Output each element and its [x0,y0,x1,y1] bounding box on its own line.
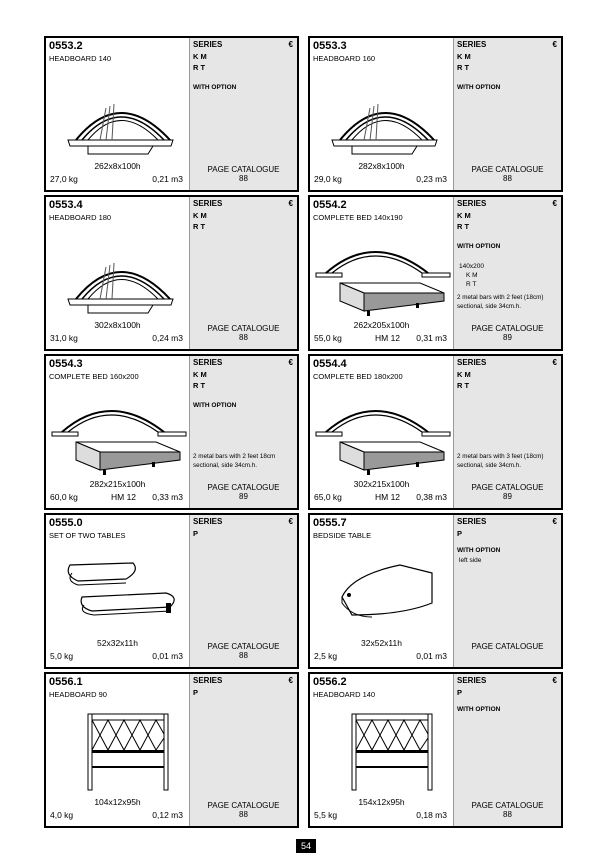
page-catalogue-label: PAGE CATALOGUE [471,165,544,174]
spec-note: 2 metal bars with 2 feet (18cm) sectional, side 34cm.h. [457,294,544,310]
product-card [308,354,563,510]
arc-bed-icon [48,386,188,476]
option-heading: WITH OPTION [457,706,501,713]
page-catalogue-number: 89 [503,333,512,342]
product-info [310,515,453,667]
page-catalogue [454,801,561,819]
series-panel [453,674,561,826]
product-code: 0555.7 [313,517,347,529]
product-hm: HM 12 [375,492,401,502]
product-volume: 0,33 m3 [152,492,183,502]
product-name: COMPLETE BED 140x190 [313,213,403,222]
product-code: 0553.2 [49,40,83,52]
option-line: 140x200 [459,263,484,270]
series-heading: SERIES [457,199,487,208]
product-code: 0554.2 [313,199,347,211]
euro-icon: € [552,676,557,685]
page-catalogue-label: PAGE CATALOGUE [471,324,544,333]
euro-icon: € [288,358,293,367]
product-name: SET OF TWO TABLES [49,531,126,540]
product-dimensions: 262x8x100h [94,161,141,171]
product-weight: 60,0 kg [50,492,78,502]
series-code: R T [457,222,470,231]
series-code: R T [193,63,206,72]
product-code: 0553.3 [313,40,347,52]
product-code: 0554.4 [313,358,347,370]
series-heading: SERIES [193,676,223,685]
series-panel [189,356,297,508]
arc-headboard-icon [312,68,452,158]
option-line: left side [459,557,482,564]
page-catalogue-label: PAGE CATALOGUE [471,801,544,810]
product-dimensions: 32x52x11h [361,638,402,648]
page-catalogue [454,642,561,651]
page-catalogue-label: PAGE CATALOGUE [207,642,280,651]
product-weight: 5,5 kg [314,810,338,820]
page-catalogue-number: 88 [503,810,512,819]
page-catalogue-label: PAGE CATALOGUE [471,483,544,492]
spec-note: 2 metal bars with 3 feet (18cm) sectional, side 34cm.h. [457,453,544,469]
arc-headboard-icon [48,227,188,317]
product-weight: 27,0 kg [50,174,78,184]
series-heading: SERIES [457,676,487,685]
series-panel [189,515,297,667]
product-volume: 0,12 m3 [152,810,183,820]
product-code: 0556.2 [313,676,347,688]
product-volume: 0,21 m3 [152,174,183,184]
euro-icon: € [288,199,293,208]
product-code: 0553.4 [49,199,83,211]
option-heading: WITH OPTION [193,402,237,409]
series-code: K M [457,211,471,220]
euro-icon: € [552,40,557,49]
product-hm: HM 12 [111,492,137,502]
two-tables-icon [48,545,188,635]
page-catalogue-label: PAGE CATALOGUE [207,801,280,810]
product-card [44,672,299,828]
product-name: COMPLETE BED 180x200 [313,372,403,381]
product-name: COMPLETE BED 160x200 [49,372,139,381]
product-dimensions: 262x205x100h [353,320,410,330]
product-dimensions: 302x215x100h [353,479,410,489]
product-dimensions: 154x12x95h [358,797,405,807]
product-info [46,674,189,826]
page-catalogue [190,165,297,183]
page-catalogue-number: 88 [239,174,248,183]
page-catalogue-number: 89 [503,492,512,501]
series-panel [453,515,561,667]
series-heading: SERIES [457,40,487,49]
series-code: K M [193,211,207,220]
product-volume: 0,24 m3 [152,333,183,343]
series-heading: SERIES [193,517,223,526]
product-info [310,356,453,508]
series-panel [453,197,561,349]
product-name: HEADBOARD 140 [313,690,376,699]
page-catalogue-number: 89 [239,492,248,501]
euro-icon: € [288,517,293,526]
series-panel [189,674,297,826]
product-card [308,36,563,192]
series-code: R T [193,381,206,390]
series-heading: SERIES [457,517,487,526]
product-name: HEADBOARD 140 [49,54,112,63]
product-card [308,672,563,828]
page-catalogue [190,801,297,819]
product-code: 0555.0 [49,517,83,529]
euro-icon: € [552,358,557,367]
series-code: P [193,529,199,538]
series-heading: SERIES [193,199,223,208]
page-catalogue [190,483,297,501]
series-code: R T [193,222,206,231]
series-panel [189,197,297,349]
product-dimensions: 104x12x95h [94,797,141,807]
product-info [310,197,453,349]
product-volume: 0,38 m3 [416,492,447,502]
product-weight: 31,0 kg [50,333,78,343]
product-card [44,513,299,669]
product-name: HEADBOARD 90 [49,690,107,699]
product-info [46,515,189,667]
arc-bed-icon [312,227,452,317]
series-code: K M [457,52,471,61]
page-catalogue-label: PAGE CATALOGUE [471,642,544,651]
product-code: 0554.3 [49,358,83,370]
lattice-headboard-icon [312,704,452,794]
option-heading: WITH OPTION [457,84,501,91]
product-volume: 0,01 m3 [416,651,447,661]
product-info [46,38,189,190]
page-catalogue [454,483,561,501]
page-catalogue [190,642,297,660]
series-code: P [457,529,463,538]
product-volume: 0,23 m3 [416,174,447,184]
spec-note: 2 metal bars with 2 feet 18cm sectional, side 34cm.h. [193,453,276,469]
product-card [44,354,299,510]
product-volume: 0,01 m3 [152,651,183,661]
page-catalogue [454,324,561,342]
option-line: K M [466,272,478,279]
product-info [310,674,453,826]
euro-icon: € [552,199,557,208]
page-catalogue-number: 88 [239,333,248,342]
product-volume: 0,31 m3 [416,333,447,343]
option-heading: WITH OPTION [193,84,237,91]
product-dimensions: 282x8x100h [358,161,405,171]
euro-icon: € [552,517,557,526]
product-weight: 2,5 kg [314,651,338,661]
product-name: HEADBOARD 180 [49,213,112,222]
product-weight: 4,0 kg [50,810,74,820]
series-panel [453,38,561,190]
series-code: R T [457,381,470,390]
product-dimensions: 302x8x100h [94,320,141,330]
product-info [46,356,189,508]
product-info [46,197,189,349]
product-name: HEADBOARD 160 [313,54,376,63]
page-catalogue-number: 88 [503,174,512,183]
page-catalogue [454,165,561,183]
series-code: P [457,688,463,697]
series-heading: SERIES [193,40,223,49]
page-catalogue-number: 88 [239,651,248,660]
euro-icon: € [288,40,293,49]
product-volume: 0,18 m3 [416,810,447,820]
product-card [308,513,563,669]
product-code: 0556.1 [49,676,83,688]
page-catalogue [190,324,297,342]
page-catalogue-number: 88 [239,810,248,819]
series-code: K M [457,370,471,379]
euro-icon: € [288,676,293,685]
series-code: K M [193,370,207,379]
arc-headboard-icon [48,68,188,158]
product-weight: 55,0 kg [314,333,342,343]
arc-bed-icon [312,386,452,476]
product-card [44,195,299,351]
bedside-table-icon [312,545,452,635]
product-dimensions: 52x32x11h [97,638,138,648]
option-heading: WITH OPTION [457,243,501,250]
product-info [310,38,453,190]
product-card [44,36,299,192]
product-hm: HM 12 [375,333,401,343]
option-heading: WITH OPTION [457,547,501,554]
product-dimensions: 282x215x100h [89,479,146,489]
page-catalogue-label: PAGE CATALOGUE [207,165,280,174]
lattice-headboard-icon [48,704,188,794]
option-line: R T [466,281,477,288]
page-catalogue-label: PAGE CATALOGUE [207,324,280,333]
series-code: K M [193,52,207,61]
product-weight: 5,0 kg [50,651,74,661]
series-heading: SERIES [457,358,487,367]
product-weight: 65,0 kg [314,492,342,502]
series-panel [189,38,297,190]
page-number: 54 [296,839,316,853]
product-name: BEDSIDE TABLE [313,531,372,540]
series-panel [453,356,561,508]
product-card [308,195,563,351]
series-code: R T [457,63,470,72]
page-catalogue-label: PAGE CATALOGUE [207,483,280,492]
series-heading: SERIES [193,358,223,367]
product-weight: 29,0 kg [314,174,342,184]
series-code: P [193,688,199,697]
